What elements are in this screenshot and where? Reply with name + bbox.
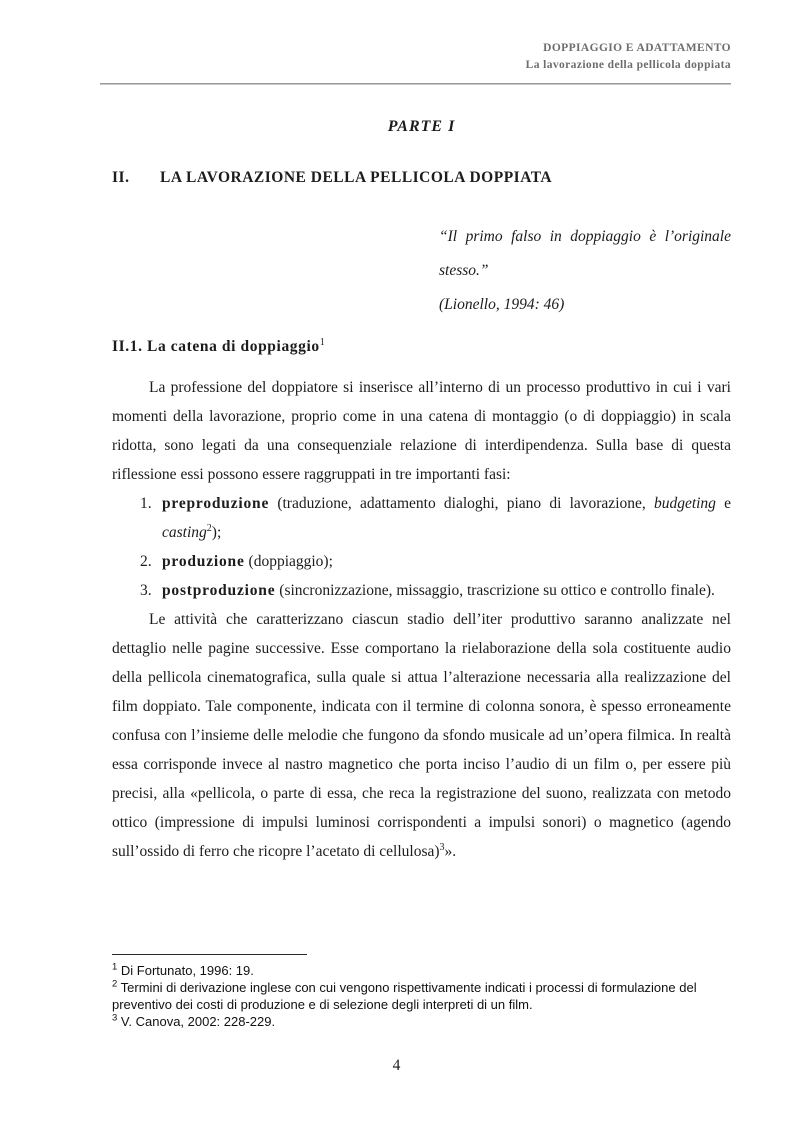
list-number-1: 1. (140, 495, 152, 512)
list-item-1-text: (traduzione, adattamento dialoghi, piano di lavorazione, (269, 495, 654, 512)
ordered-list (112, 489, 731, 605)
footnote-3-text: V. Canova, 2002: 228-229. (117, 1014, 276, 1029)
chapter-heading (112, 169, 731, 187)
epigraph-text: “Il primo falso in doppiaggio è l’originale stesso.” (439, 228, 731, 279)
section-heading-text: II.1. La catena di doppiaggio (112, 338, 320, 355)
footnote-1-marker: 1 (112, 961, 118, 973)
list-item-2-text: (doppiaggio); (244, 553, 333, 570)
footnote-3-marker: 3 (112, 1012, 118, 1024)
list-item-1-italic-2: casting (162, 524, 207, 541)
page-number: 4 (392, 1057, 401, 1074)
footnote-3 (112, 1013, 731, 1030)
chapter-number: II. (112, 169, 130, 186)
chapter-title: LA LAVORAZIONE DELLA PELLICOLA DOPPIATA (160, 169, 553, 186)
list-item-1 (112, 489, 731, 547)
footnote-2-text: Termini di derivazione inglese con cui vengono rispettivamente indicati i processi di formulazione del preventivo dei costi di produzione e di selezione degli interpreti di un film. (112, 980, 697, 1012)
list-number-3: 3. (140, 582, 152, 599)
list-term-2: produzione (162, 553, 245, 570)
list-item-3 (112, 576, 731, 605)
body-paragraph-2-text: Le attività che caratterizzano ciascun stadio dell’iter produttivo saranno analizzate nel dettaglio nelle pagine successive. Esse comportano la rielaborazione della sola costituente audio della pellicola cinematografica, sulla quale si attua l’alterazione necessaria alla realizzazione del film doppiato. Tale componente, indicata con il termine di colonna sonora, è spesso erroneamente confusa con l’insieme delle melodie che fungono da sfondo musicale ad un’opera filmica. In realtà essa corrisponde invece al nastro magnetico che porta inciso l’audio di un film o, per essere più precisi, alla «pellicola, o parte di essa, che reca la registrazione del suono, realizzata con metodo ottico (impressione di impulsi luminosi corrispondenti a impulsi sonori) o magnetico (agendo sull’ossido di ferro che ricopre l’acetato di cellulosa) (112, 611, 731, 860)
spacer (112, 866, 731, 954)
footnote-2-marker: 2 (112, 978, 118, 990)
footnote-separator (112, 954, 307, 955)
list-item-1-italic-1: budgeting (653, 495, 716, 512)
footnote-1 (112, 962, 731, 979)
list-number-2: 2. (140, 553, 152, 570)
list-item-2 (112, 547, 731, 576)
body-text (112, 356, 731, 866)
epigraph-attribution: (Lionello, 1994: 46) (439, 296, 565, 313)
running-header (112, 40, 731, 74)
part-title: PARTE I (387, 118, 456, 135)
list-term-1: preproduzione (162, 495, 270, 512)
section-heading (112, 338, 731, 356)
list-item-1-conj: e (715, 495, 731, 512)
running-header-line2: La lavorazione della pellicola doppiata (525, 59, 731, 71)
footnote-1-text: Di Fortunato, 1996: 19. (117, 963, 254, 978)
body-paragraph-2 (112, 605, 731, 866)
list-term-3: postproduzione (162, 582, 276, 599)
list-item-1-tail: ); (211, 524, 222, 541)
body-paragraph-1: La professione del doppiatore si inserisce all’interno di un processo produttivo in cui i vari momenti della lavorazione, proprio come in una catena di montaggio (o di doppiaggio) in scala ridotta, sono legati da una consequenziale relazione di interdipendenza. Sulla base di questa riflessione essi possono essere raggruppati in tre importanti fasi: (112, 379, 731, 483)
header-rule (100, 83, 731, 85)
footnote-2 (112, 979, 731, 1013)
footnotes (112, 954, 731, 1030)
body-paragraph-2-tail: ». (444, 843, 457, 860)
page-footer (0, 1030, 793, 1123)
footnote-ref-1: 1 (319, 336, 325, 348)
footnote-ref-3: 3 (439, 841, 445, 853)
list-item-3-text: (sincronizzazione, missaggio, trascrizione su ottico e controllo finale). (275, 582, 715, 599)
running-header-line1: DOPPIAGGIO E ADATTAMENTO (543, 42, 731, 54)
footnote-ref-2: 2 (206, 522, 212, 534)
epigraph (439, 220, 731, 322)
